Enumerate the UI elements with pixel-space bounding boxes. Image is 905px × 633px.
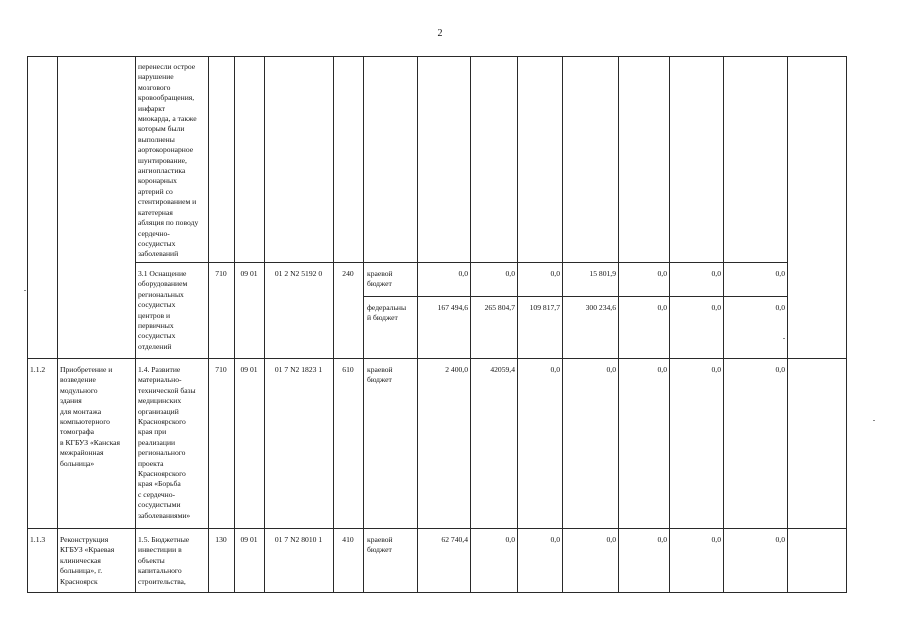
cell-value: 265 804,7 [484, 303, 515, 312]
cell-value: 0,0 [657, 269, 667, 278]
cell-value: 300 234,6 [585, 303, 616, 312]
cell-vr: 610 [342, 365, 354, 374]
cell-value: 0,0 [505, 535, 515, 544]
cell-value: 0,0 [657, 535, 667, 544]
cell-description: 3.1 Оснащение оборудованием региональных сосудистых центров и первичных сосудистых отделений [138, 269, 188, 351]
cell-value: 0,0 [711, 535, 721, 544]
cell-grbs: 130 [215, 535, 227, 544]
cell-csr: 01 2 N2 5192 0 [274, 269, 323, 278]
column-divider [787, 56, 788, 593]
cell-value: 0,0 [606, 365, 616, 374]
cell-funding-source: федеральны й бюджет [367, 303, 407, 323]
cell-description: 1.4. Развитие материально- технической базы медицинских организаций Красноярского края при реализации регионального проекта Красноярского края «Борьба с сердечно- сосудистыми заболеваниями» [138, 365, 196, 520]
row-divider [27, 528, 847, 529]
cell-funding-source: краевой бюджет [367, 365, 393, 385]
column-divider [846, 56, 847, 593]
row-divider [27, 358, 847, 359]
scan-speck [24, 290, 26, 291]
cell-value: 2 400,0 [445, 365, 468, 374]
column-divider [723, 56, 724, 593]
cell-value: 0,0 [505, 269, 515, 278]
cell-value: 0,0 [550, 365, 560, 374]
cell-value: 0,0 [775, 303, 785, 312]
cell-value: 0,0 [775, 269, 785, 278]
cell-value: 0,0 [657, 303, 667, 312]
cell-grbs: 710 [215, 365, 227, 374]
column-divider [417, 56, 418, 593]
cell-number: 1.1.3 [30, 535, 46, 544]
cell-value: 0,0 [657, 365, 667, 374]
table-border-top [27, 56, 847, 57]
scan-speck [783, 338, 785, 339]
cell-value: 109 817,7 [529, 303, 560, 312]
cell-value: 0,0 [775, 535, 785, 544]
cell-number: 1.1.2 [30, 365, 46, 374]
cell-rzpr: 09 01 [240, 535, 258, 544]
column-divider [57, 56, 58, 593]
cell-value: 0,0 [550, 269, 560, 278]
cell-description: 1.5. Бюджетные инвестиции в объекты капитального строительства, [138, 535, 190, 586]
column-divider [264, 56, 265, 593]
cell-value: 0,0 [458, 269, 468, 278]
column-divider [669, 56, 670, 593]
cell-value: 0,0 [711, 303, 721, 312]
page-number: 2 [437, 28, 443, 39]
column-divider [517, 56, 518, 593]
column-divider [208, 56, 209, 593]
column-divider [618, 56, 619, 593]
cell-grbs: 710 [215, 269, 227, 278]
column-divider [333, 56, 334, 593]
column-divider [135, 56, 136, 593]
budget-table [27, 56, 847, 593]
row-divider [135, 262, 787, 263]
cell-value: 0,0 [711, 269, 721, 278]
column-divider [27, 56, 28, 593]
cell-funding-source: краевой бюджет [367, 269, 393, 289]
cell-name: Реконструкция КГБУЗ «Краевая клиническая больница», г. Красноярск [60, 535, 115, 586]
cell-name: Приобретение и возведение модульного здания для монтажа компьютерного томографа в КГБУЗ «Канская межрайонная больница» [60, 365, 121, 468]
cell-value: 0,0 [550, 535, 560, 544]
column-divider [363, 56, 364, 593]
scan-speck [873, 420, 875, 421]
cell-rzpr: 09 01 [240, 269, 258, 278]
cell-value: 62 740,4 [441, 535, 468, 544]
cell-value: 167 494,6 [437, 303, 468, 312]
table-border-bottom [27, 592, 847, 593]
column-divider [234, 56, 235, 593]
cell-funding-source: краевой бюджет [367, 535, 393, 555]
column-divider [562, 56, 563, 593]
column-divider [470, 56, 471, 593]
cell-value: 0,0 [711, 365, 721, 374]
cell-vr: 240 [342, 269, 354, 278]
cell-value: 15 801,9 [589, 269, 616, 278]
cell-value: 0,0 [775, 365, 785, 374]
cell-value: 42059,4 [490, 365, 515, 374]
cell-vr: 410 [342, 535, 354, 544]
cell-value: 0,0 [606, 535, 616, 544]
cell-csr: 01 7 N2 1823 1 [274, 365, 323, 374]
cell-rzpr: 09 01 [240, 365, 258, 374]
cell-description: перенесли острое нарушение мозгового кровообращения, инфаркт миокарда, а также которым были выполнены аортокоронарное шунтирование, ангиопластика коронарных артерий со стентированием и катетерная абляция по поводу сердечно- сосудистых заболеваний [138, 62, 199, 259]
cell-csr: 01 7 N2 8010 1 [274, 535, 323, 544]
